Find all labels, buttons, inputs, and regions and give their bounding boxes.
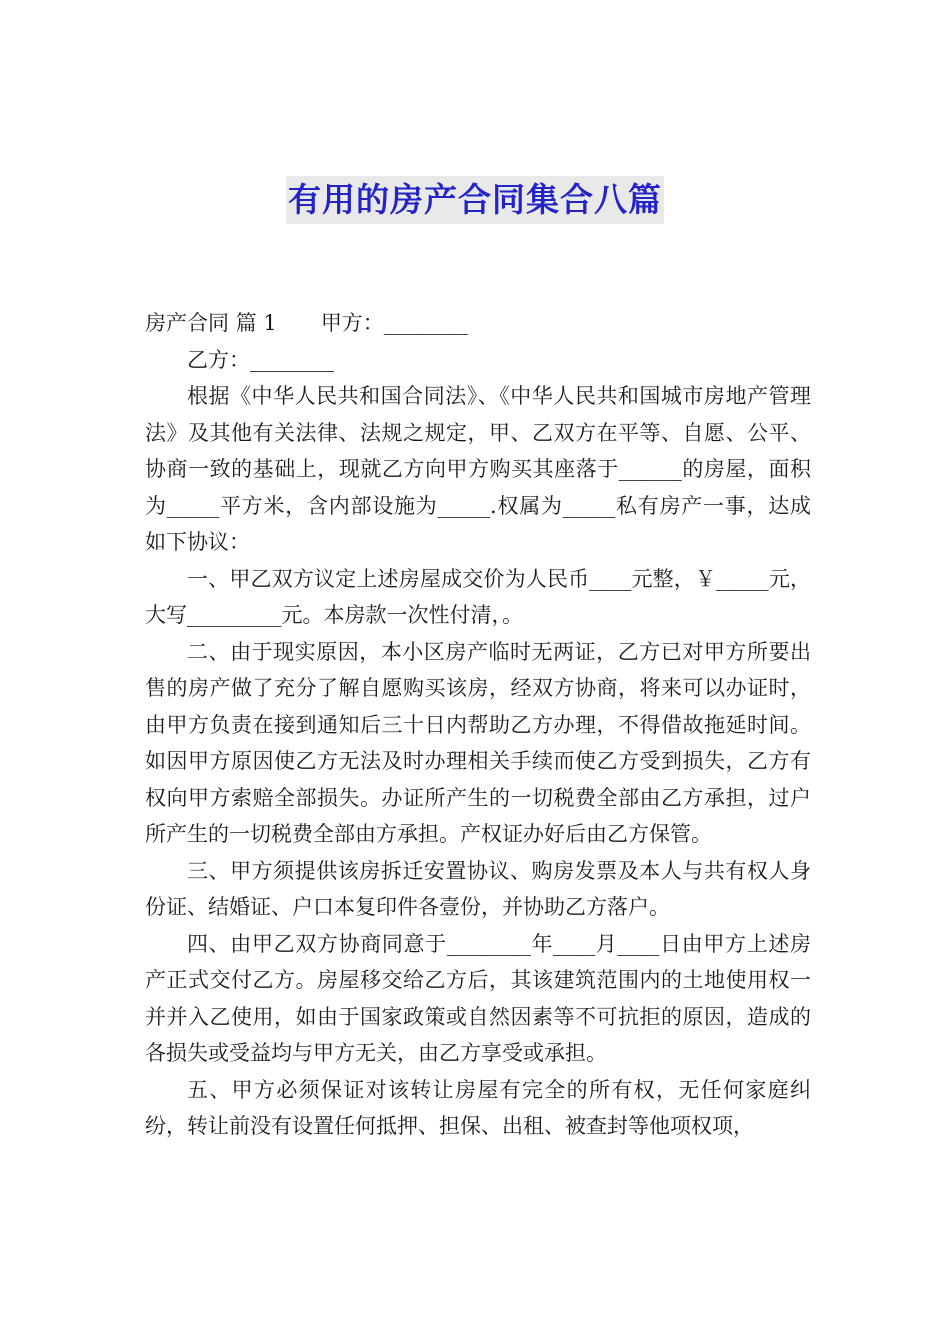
paragraph-clause-1: 一、甲乙双方议定上述房屋成交价为人民币____元整，￥_____元，大写_________元。本房款一次性付清，。	[145, 566, 811, 627]
party-b-line: 乙方：________	[187, 347, 334, 372]
paragraph-clause-2: 二、由于现实原因，本小区房产临时无两证，乙方已对甲方所要出售的房产做了充分了解自愿购买该房，经双方协商，将来可以办证时，由甲方负责在接到通知后三十日内帮助乙方办理，不得借故拖延时间。如因甲方原因使乙方无法及时办理相关手续而使乙方受到损失，乙方有权向甲方索赔全部损失。办证所产生的一切税费全部由乙方承担，过户所产生的一切税费全部由方承担。产权证办好后由乙方保管。	[145, 639, 811, 846]
document-body	[145, 305, 811, 1145]
heading-line	[145, 305, 811, 342]
paragraph-clause-3: 三、甲方须提供该房拆迁安置协议、购房发票及本人与共有权人身份证、结婚证、户口本复印件各壹份，并协助乙方落户。	[145, 858, 811, 919]
paragraph-clause-4: 四、由甲乙双方协商同意于________年____月____日由甲方上述房产正式交付乙方。房屋移交给乙方后，其该建筑范围内的土地使用权一并并入乙使用，如由于国家政策或自然因素等不可抗拒的原因，造成的各损失或受益均与甲方无关，由乙方享受或承担。	[145, 931, 811, 1065]
paragraph-intro: 根据《中华人民共和国合同法》、《中华人民共和国城市房地产管理法》及其他有关法律、法规之规定，甲、乙双方在平等、自愿、公平、协商一致的基础上，现就乙方向甲方购买其座落于______的房屋，面积为_____平方米，含内部设施为_____.权属为_____私有房产一事，达成如下协议：	[145, 384, 811, 554]
party-a-line: 甲方：________	[320, 311, 468, 335]
section-label: 房产合同 篇 1	[145, 311, 277, 335]
document-title: 有用的房产合同集合八篇	[286, 176, 664, 224]
paragraph-clause-5: 五、甲方必须保证对该转让房屋有完全的所有权，无任何家庭纠纷，转让前没有设置任何抵押、担保、出租、被查封等他项权项，	[145, 1077, 811, 1138]
title-area	[0, 176, 950, 224]
